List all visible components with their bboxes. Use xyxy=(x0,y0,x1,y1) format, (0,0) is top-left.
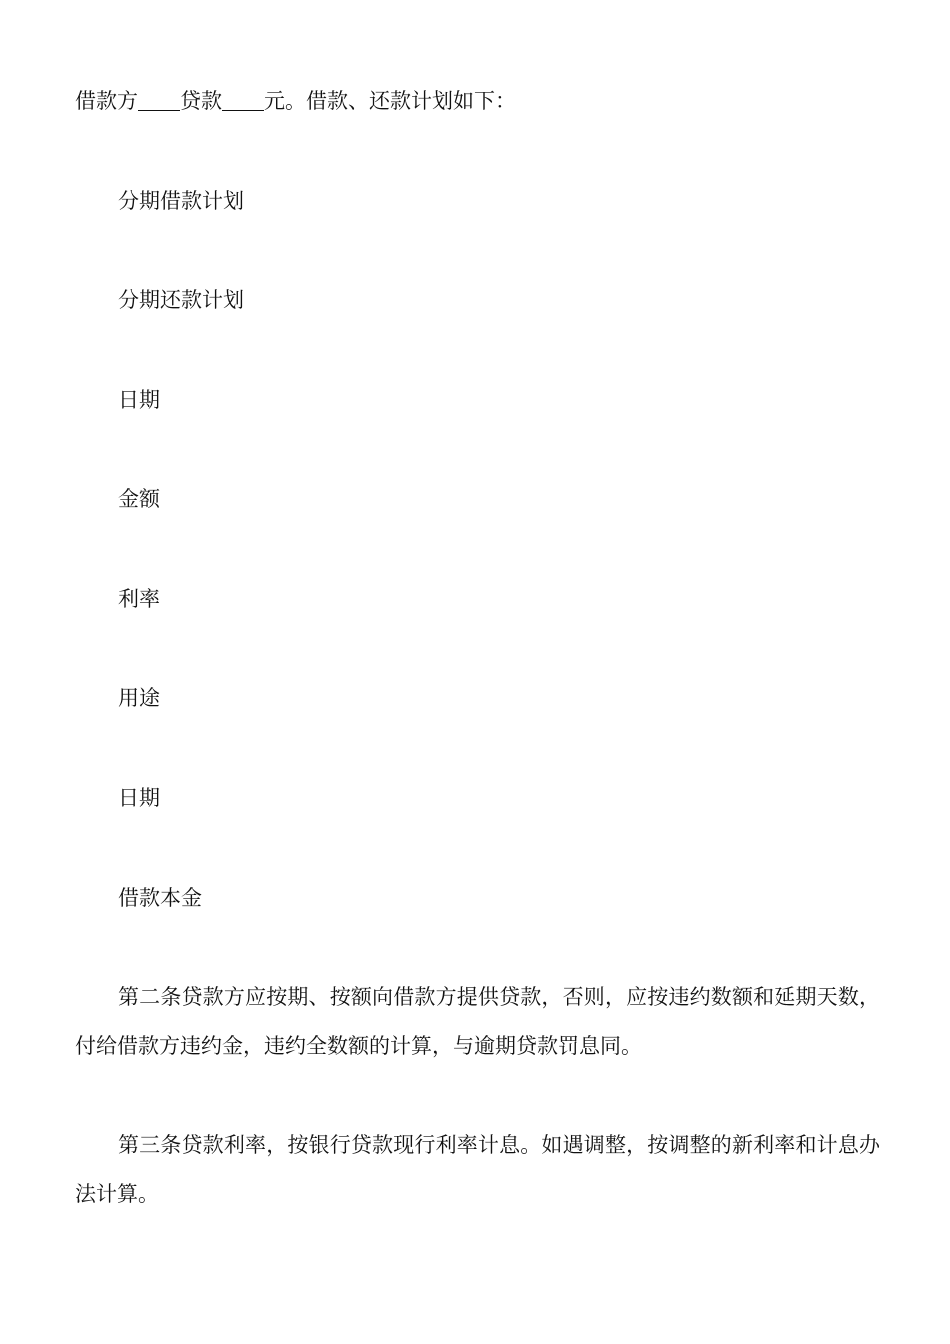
item-installment-borrowing-plan: 分期借款计划 xyxy=(118,189,244,213)
item-date: 日期 xyxy=(118,388,160,412)
item-amount: 金额 xyxy=(118,487,160,511)
article-2-paragraph: 第二条贷款方应按期、按额向借款方提供贷款，否则，应按违约数额和延期天数，付给借款方违约金，违约全数额的计算，与逾期贷款罚息同。 xyxy=(75,985,880,1058)
blank-field-borrower xyxy=(138,90,180,111)
item-date-2: 日期 xyxy=(118,786,160,810)
intro-text-loan: 贷款 xyxy=(180,89,222,113)
item-interest-rate: 利率 xyxy=(118,587,160,611)
item-installment-repayment-plan: 分期还款计划 xyxy=(118,288,244,312)
article-3-paragraph: 第三条贷款利率，按银行贷款现行利率计息。如遇调整，按调整的新利率和计息办法计算。 xyxy=(75,1133,880,1206)
intro-line xyxy=(75,76,880,126)
intro-text-plan: 元。借款、还款计划如下： xyxy=(264,89,516,113)
item-purpose: 用途 xyxy=(118,686,160,710)
blank-field-amount xyxy=(222,90,264,111)
intro-text-borrower: 借款方 xyxy=(75,89,138,113)
item-loan-principal: 借款本金 xyxy=(118,886,202,910)
